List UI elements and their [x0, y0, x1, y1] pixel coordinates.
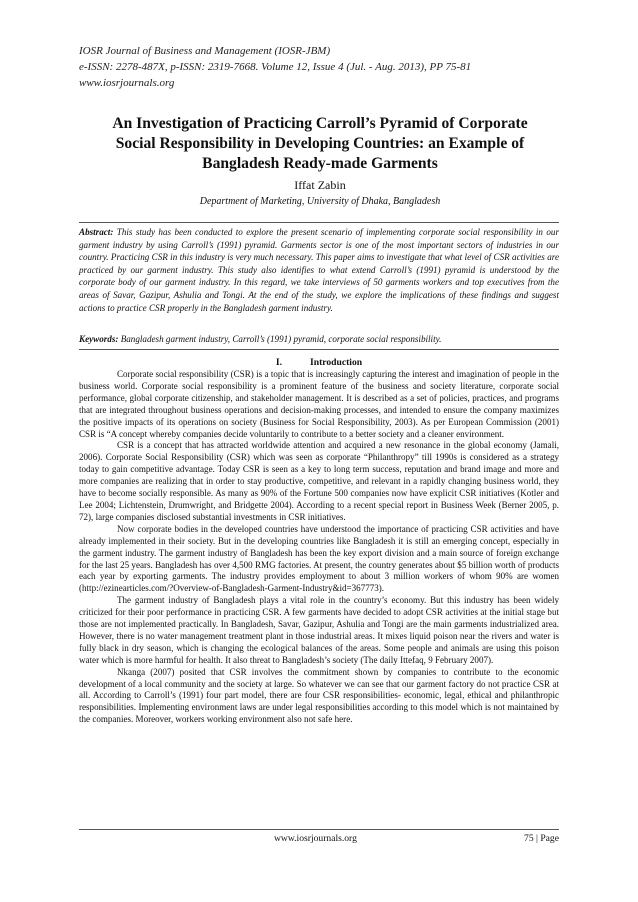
body-text: [79, 369, 559, 726]
abstract-bottom-rule: [79, 349, 559, 350]
journal-issn: e-ISSN: 2278-487X, p-ISSN: 2319-7668. Volume 12, Issue 4 (Jul. - Aug. 2013), PP 75-81: [79, 61, 472, 73]
paragraph: Corporate social responsibility (CSR) is a topic that is increasingly capturing the interest and imagination of people in the business world. Corporate social responsibility is a prominent feature of the business and society literature, corporate social performance, global corporate citizenship, and stakeholder management. It is described as a set of policies, practices, and programs that are integrated throughout business operations and decision-making processes, and intended to ensure the company maximizes the positive impacts of its operations on society (Business for Social Responsibility, 2003). As per European Commission (2001) CSR is “A concept whereby companies decide voluntarily to contribute to a better society and a cleaner environment.: [79, 369, 559, 439]
author-name: Iffat Zabin: [294, 178, 346, 192]
paragraph: The garment industry of Bangladesh plays a vital role in the country’s economy. But this industry has been widely criticized for their poor performance in practicing CSR. A few garments have decided to adopt CSR activities at the initial stage but those are not implemented practically. In Bangladesh, Savar, Gazipur, Ashulia and Tongi are the main garments industrialized area. However, there is no water management treatment plant in those industrial areas. It mixes liquid poison near the rivers and water is fully black in dry season, which is changing the ecological balances of the areas. Some people and animals are using this poison water which is more harmful for health. It also threat to Bangladesh’s society (The daily Ittefaq, 9 February 2007).: [79, 595, 559, 665]
journal-header: [79, 43, 579, 91]
journal-name: IOSR Journal of Business and Management (IOSR-JBM): [79, 45, 331, 57]
page-number: 75 | Page: [524, 833, 559, 844]
paragraph: CSR is a concept that has attracted worldwide attention and acquired a new resonance in the global economy (Jamali, 2006). Corporate Social Responsibility (CSR) which was seen as corporate “Philanthropy” till 1990s is considered as a strategy today to gain competitive advantage. Today CSR is seen as a key to long term success, reputation and brand image and more and more companies are realizing that in order to stay productive, competitive, and relevant in a rapidly changing business world, they have to become socially responsible. As many as 90% of the Fortune 500 companies now have explicit CSR initiatives (Kotler and Lee 2004; Lichtenstein, Drumwright, and Bridgette 2004). According to a recent special report in Business Week (Berner 2005, p. 72), large companies disclosed substantial investments in CSR initiatives.: [79, 440, 559, 522]
abstract-top-rule: [79, 222, 559, 223]
paper-title: [70, 114, 570, 174]
journal-site: www.iosrjournals.org: [79, 77, 175, 89]
abstract-label: Abstract:: [79, 227, 114, 237]
title-line: Social Responsibility in Developing Countries: an Example of: [115, 135, 525, 152]
section-number: I.: [275, 357, 283, 368]
keywords-label: Keywords:: [79, 334, 119, 344]
author-affiliation: Department of Marketing, University of Dhaka, Bangladesh: [199, 196, 441, 207]
keywords-text: Bangladesh garment industry, Carroll’s (1991) pyramid, corporate social responsibility.: [120, 334, 442, 344]
paragraph: Now corporate bodies in the developed countries have understood the importance of practicing CSR activities and have already implemented in their society. But in the developing countries like Bangladesh it is still an emerging concept, especially in the garment industry. The garment industry of Bangladesh has been the key export division and a main source of foreign exchange for the last 25 years. Bangladesh has over 4,500 RMG factories. At present, the country generates about $5 billion worth of products each year by exporting garments. The industry provides employment to about 3 million workers of whom 90% are women (http://ezinearticles.com/?Overview-of-Bangladesh-Garment-Industry&id=367773).: [79, 523, 559, 594]
keywords: [79, 333, 559, 346]
footer-site: www.iosrjournals.org: [274, 833, 357, 844]
section-heading: [79, 357, 559, 369]
section-title: Introduction: [310, 357, 363, 368]
title-line: An Investigation of Practicing Carroll’s Pyramid of Corporate: [112, 115, 528, 132]
paragraph: Nkanga (2007) posited that CSR involves the commitment shown by companies to contribute to the economic development of a local community and the society at large. So whatever we can see that our garment factory do not practice CSR at all. According to Carroll’s (1991) four part model, there are four CSR responsibilities- economic, legal, ethical and philanthropic responsibilities. Implementing environment laws are under legal responsibilities according to this model which is not maintained by the companies. Moreover, workers working environment also not safe here.: [79, 666, 559, 725]
title-line: Bangladesh Ready-made Garments: [202, 155, 438, 172]
abstract: [79, 226, 559, 314]
footer-rule: [79, 829, 559, 830]
abstract-text: This study has been conducted to explore the present scenario of implementing corporate social responsibility in our garment industry by using Carroll’s (1991) pyramid. Garments sector is one of the most important sectors of industries in our country. Practicing CSR in this industry is very much necessary. This paper aims to investigate that what level of CSR activities are practiced by our garment industry. This study also identifies to what extend Carroll’s (1991) pyramid is understood by the corporate body of our garment industry. In this regard, we take interviews of 50 garments workers and top executives from the areas of Savar, Gazipur, Ashulia and Tongi. At the end of the study, we explore the implications of these findings and suggest actions to practice CSR properly in the Bangladesh garment industry.: [79, 227, 560, 313]
